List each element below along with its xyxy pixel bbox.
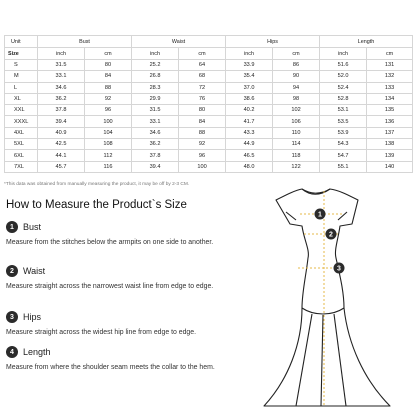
table-row [5, 127, 413, 138]
bust-description: Measure from the stitches below the armpits on one side to another. [6, 239, 214, 246]
value-cell: 122 [273, 161, 320, 172]
value-cell: 37.0 [226, 82, 273, 93]
value-cell: 72 [179, 82, 226, 93]
value-cell: 90 [273, 71, 320, 82]
value-cell: 54.7 [320, 150, 367, 161]
value-cell: 41.7 [226, 116, 273, 127]
size-cell: XXL [5, 105, 38, 116]
value-cell: 100 [179, 161, 226, 172]
value-cell: 132 [367, 71, 413, 82]
value-cell: 104 [85, 127, 132, 138]
table-group-header-row [5, 36, 413, 48]
value-cell: 131 [367, 60, 413, 71]
value-cell: 100 [85, 116, 132, 127]
value-cell: 34.6 [132, 127, 179, 138]
value-cell: 96 [179, 150, 226, 161]
hips-cm-header: cm [273, 48, 320, 60]
waist-cm-header: cm [179, 48, 226, 60]
value-cell: 39.4 [132, 161, 179, 172]
value-cell: 31.5 [132, 105, 179, 116]
table-row [5, 105, 413, 116]
value-cell: 34.6 [38, 82, 85, 93]
value-cell: 37.8 [132, 150, 179, 161]
table-row [5, 71, 413, 82]
value-cell: 80 [85, 60, 132, 71]
value-cell: 88 [179, 127, 226, 138]
bust-title: Bust [23, 222, 42, 232]
measurement-lines [298, 191, 342, 406]
value-cell: 33.1 [132, 116, 179, 127]
table-row [5, 60, 413, 71]
value-cell: 92 [85, 93, 132, 104]
size-cell: XL [5, 93, 38, 104]
value-cell: 98 [273, 93, 320, 104]
value-cell: 29.9 [132, 93, 179, 104]
bust-inch-header: inch [38, 48, 85, 60]
hips-title: Hips [23, 312, 42, 322]
value-cell: 92 [179, 139, 226, 150]
size-header: Size [5, 48, 38, 60]
value-cell: 52.4 [320, 82, 367, 93]
value-cell: 53.5 [320, 116, 367, 127]
hips-heading [6, 311, 41, 323]
value-cell: 68 [179, 71, 226, 82]
value-cell: 76 [179, 93, 226, 104]
value-cell: 42.5 [38, 139, 85, 150]
number-4-icon: 4 [6, 346, 18, 358]
marker-2-label: 2 [329, 231, 333, 239]
value-cell: 138 [367, 139, 413, 150]
value-cell: 102 [273, 105, 320, 116]
value-cell: 116 [85, 161, 132, 172]
value-cell: 112 [85, 150, 132, 161]
value-cell: 36.2 [38, 93, 85, 104]
value-cell: 43.3 [226, 127, 273, 138]
guide-title: How to Measure the Product`s Size [6, 199, 187, 211]
number-1-icon: 1 [6, 221, 18, 233]
value-cell: 108 [85, 139, 132, 150]
value-cell: 37.8 [38, 105, 85, 116]
value-cell: 53.1 [320, 105, 367, 116]
number-3-icon: 3 [6, 311, 18, 323]
value-cell: 133 [367, 82, 413, 93]
value-cell: 53.9 [320, 127, 367, 138]
value-cell: 80 [179, 105, 226, 116]
value-cell: 36.2 [132, 139, 179, 150]
value-cell: 45.7 [38, 161, 85, 172]
value-cell: 52.0 [320, 71, 367, 82]
size-chart-table [4, 35, 413, 173]
value-cell: 31.5 [38, 60, 85, 71]
table-row [5, 150, 413, 161]
waist-title: Waist [23, 266, 46, 276]
value-cell: 26.8 [132, 71, 179, 82]
dress-diagram [240, 184, 416, 416]
length-heading [6, 346, 51, 358]
value-cell: 84 [85, 71, 132, 82]
table-row [5, 93, 413, 104]
value-cell: 35.4 [226, 71, 273, 82]
hips-header: Hips [226, 36, 320, 48]
waist-inch-header: inch [132, 48, 179, 60]
value-cell: 46.5 [226, 150, 273, 161]
value-cell: 94 [273, 82, 320, 93]
value-cell: 140 [367, 161, 413, 172]
value-cell: 44.1 [38, 150, 85, 161]
size-cell: 5XL [5, 139, 38, 150]
value-cell: 64 [179, 60, 226, 71]
table-row [5, 139, 413, 150]
size-cell: 6XL [5, 150, 38, 161]
table-row [5, 161, 413, 172]
waist-header: Waist [132, 36, 226, 48]
marker-1-label: 1 [318, 211, 322, 219]
number-2-icon: 2 [6, 265, 18, 277]
bust-header: Bust [38, 36, 132, 48]
value-cell: 118 [273, 150, 320, 161]
value-cell: 51.6 [320, 60, 367, 71]
value-cell: 114 [273, 139, 320, 150]
table-row [5, 116, 413, 127]
size-cell: M [5, 71, 38, 82]
marker-3-label: 3 [337, 265, 341, 273]
table-row [5, 82, 413, 93]
size-cell: 7XL [5, 161, 38, 172]
size-table-body [5, 60, 413, 173]
value-cell: 86 [273, 60, 320, 71]
value-cell: 48.0 [226, 161, 273, 172]
value-cell: 33.1 [38, 71, 85, 82]
value-cell: 106 [273, 116, 320, 127]
size-cell: XXXL [5, 116, 38, 127]
value-cell: 28.3 [132, 82, 179, 93]
size-cell: L [5, 82, 38, 93]
length-title: Length [23, 347, 51, 357]
value-cell: 44.9 [226, 139, 273, 150]
length-cm-header: cm [367, 48, 413, 60]
value-cell: 137 [367, 127, 413, 138]
value-cell: 55.1 [320, 161, 367, 172]
value-cell: 139 [367, 150, 413, 161]
value-cell: 88 [85, 82, 132, 93]
dress-outline [264, 189, 390, 406]
hips-description: Measure straight across the widest hip line from edge to edge. [6, 329, 196, 336]
bust-heading [6, 221, 41, 233]
value-cell: 40.9 [38, 127, 85, 138]
waist-heading [6, 265, 45, 277]
value-cell: 25.2 [132, 60, 179, 71]
unit-header: Unit [5, 36, 38, 48]
value-cell: 84 [179, 116, 226, 127]
value-cell: 54.3 [320, 139, 367, 150]
value-cell: 135 [367, 105, 413, 116]
value-cell: 134 [367, 93, 413, 104]
value-cell: 110 [273, 127, 320, 138]
value-cell: 33.9 [226, 60, 273, 71]
length-inch-header: inch [320, 48, 367, 60]
length-description: Measure from where the shoulder seam meets the collar to the hem. [6, 364, 215, 371]
measurement-note: *This data was obtained from manually measuring the product, it may be off by 2-3 CM. [4, 182, 190, 187]
value-cell: 38.6 [226, 93, 273, 104]
size-cell: S [5, 60, 38, 71]
value-cell: 39.4 [38, 116, 85, 127]
length-header: Length [320, 36, 413, 48]
hips-inch-header: inch [226, 48, 273, 60]
value-cell: 136 [367, 116, 413, 127]
value-cell: 40.2 [226, 105, 273, 116]
bust-cm-header: cm [85, 48, 132, 60]
size-cell: 4XL [5, 127, 38, 138]
value-cell: 96 [85, 105, 132, 116]
waist-description: Measure straight across the narrowest waist line from edge to edge. [6, 283, 214, 290]
table-unit-header-row [5, 48, 413, 60]
value-cell: 52.8 [320, 93, 367, 104]
